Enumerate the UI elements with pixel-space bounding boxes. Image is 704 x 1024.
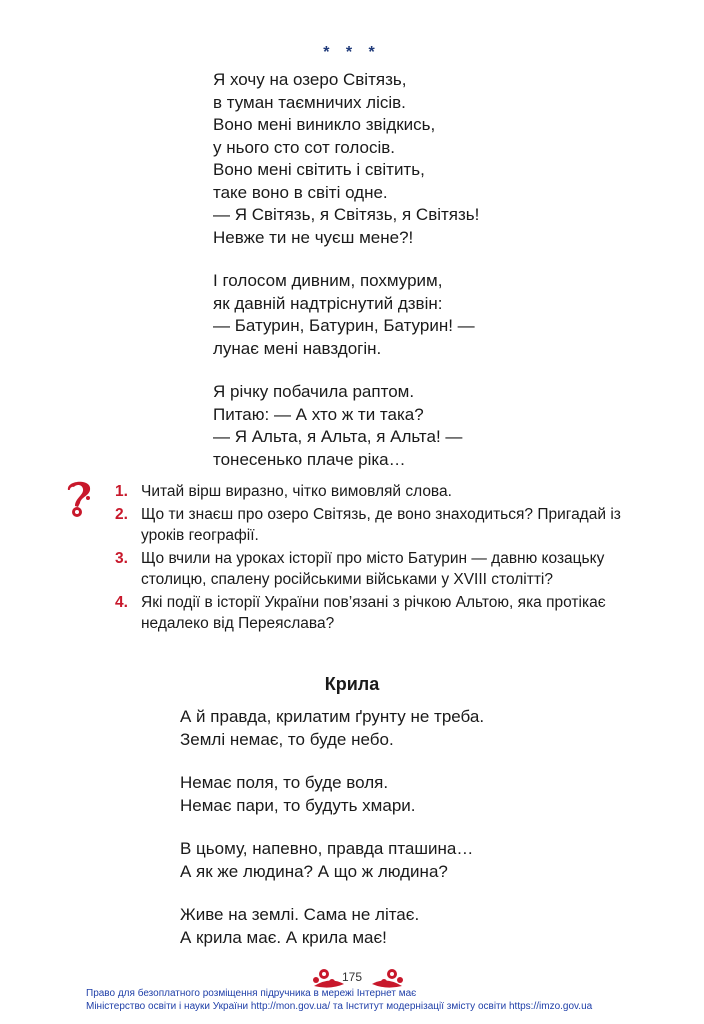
poem-line: лунає мені навздогін. — [213, 338, 382, 358]
license-credits — [86, 987, 592, 1013]
poem-line: А крила має. А крила має! — [180, 927, 387, 947]
stanza-gap — [180, 751, 484, 772]
stanza-gap — [180, 883, 484, 904]
poem-line: Питаю: — А хто ж ти така? — [213, 404, 424, 424]
page-number: 175 — [341, 970, 363, 984]
poem-line: — Я Альта, я Альта, я Альта! — — [213, 427, 463, 446]
poem-line: Невже ти не чуєш мене?! — [213, 227, 414, 247]
poem-title-kryla: Крила — [324, 674, 380, 694]
question-mark-icon — [62, 476, 96, 518]
poem-line: Воно мені світить і світить, — [213, 160, 425, 179]
poem-line: як давній надтріснутий дзвін: — [213, 293, 443, 313]
question-item — [115, 504, 665, 546]
stanza-gap — [180, 817, 484, 838]
question-number: 3. — [115, 550, 128, 567]
question-item — [115, 548, 665, 590]
poem-line: в туман таємничих лісів. — [213, 92, 406, 112]
question-item — [115, 592, 665, 634]
poem-line: Воно мені виникло звідкись, — [213, 115, 436, 134]
poem-line: Я хочу на озеро Світязь, — [213, 70, 407, 89]
poem-line: тонесенько плаче ріка… — [213, 449, 406, 469]
poem-line: — Я Світязь, я Світязь, я Світязь! — [213, 205, 480, 224]
question-text: Що ти знаєш про озеро Світязь, де воно знаходиться? Пригадай із уроків географії. — [141, 506, 621, 544]
poem-line: І голосом дивним, похмурим, — [213, 271, 443, 290]
questions-list — [115, 481, 665, 636]
poem-svitiaz — [213, 69, 479, 471]
question-item — [115, 481, 665, 502]
poem-line: — Батурин, Батурин, Батурин! — — [213, 316, 475, 335]
poem-line: А як же людина? А що ж людина? — [180, 861, 448, 881]
credits-line-1: Право для безоплатного розміщення підручника в мережі Інтернет має — [86, 988, 417, 999]
question-text: Читай вірш виразно, чітко вимовляй слова. — [141, 483, 452, 500]
poem-line: В цьому, напевно, правда пташина… — [180, 839, 474, 858]
poem-line: Живе на землі. Сама не літає. — [180, 905, 420, 924]
question-number: 1. — [115, 483, 128, 500]
poem-line: Немає поля, то буде воля. — [180, 773, 389, 792]
question-text: Які події в історії України пов’язані з річкою Альтою, яка протікає недалеко від Переяслава? — [141, 594, 606, 632]
poem-line: таке воно в світі одне. — [213, 182, 388, 202]
poem-kryla — [180, 706, 484, 949]
poem-line: А й правда, крилатим ґрунту не треба. — [180, 707, 485, 726]
credits-line-2: Міністерство освіти і науки України http://mon.gov.ua/ та Інститут модернізації змісту освіти https://imzo.gov.ua — [86, 1001, 593, 1012]
question-text: Що вчили на уроках історії про місто Батурин — давню козацьку столицю, спалену російськими військами у XVIII столітті? — [141, 550, 605, 588]
poem-line: Землі немає, то буде небо. — [180, 729, 394, 749]
question-number: 2. — [115, 506, 128, 523]
poem-line: Я річку побачила раптом. — [213, 382, 415, 401]
stanza-separator: * * * — [323, 44, 381, 61]
stanza-gap — [213, 360, 479, 381]
question-number: 4. — [115, 594, 128, 611]
poem-line: Немає пари, то будуть хмари. — [180, 795, 416, 815]
stanza-gap — [213, 249, 479, 270]
poem-line: у нього сто сот голосів. — [213, 137, 395, 157]
